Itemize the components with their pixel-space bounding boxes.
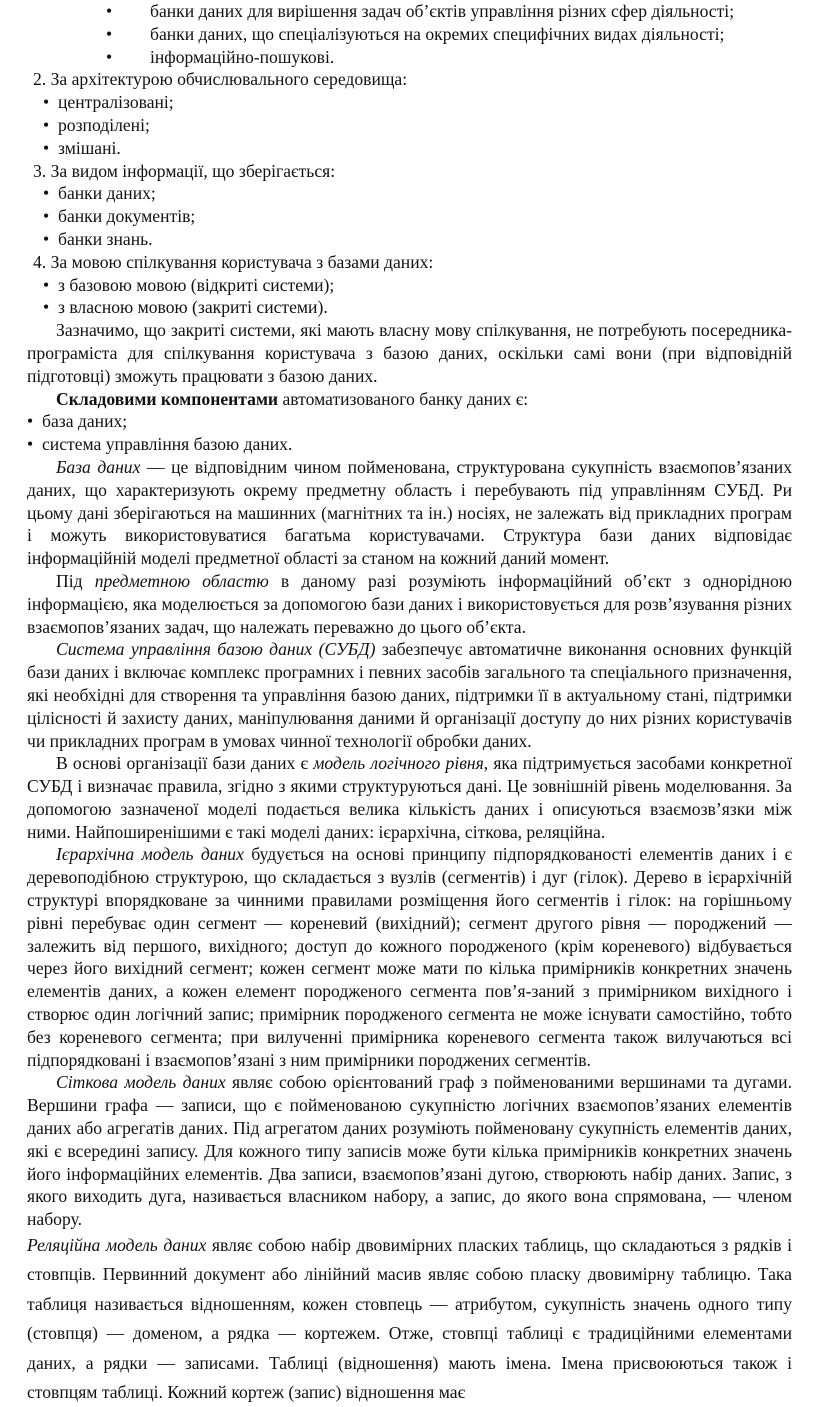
- italic-term: Сіткова модель даних: [56, 1072, 226, 1093]
- bold-term: Складовими компонентами: [56, 388, 279, 409]
- list-item: • банки даних для вирішення задач об’єктів управління різних сфер діяльності;: [106, 1, 735, 21]
- italic-term: предметною областю: [94, 570, 269, 591]
- paragraph-subject-area: Під предметною областю в даному разі розуміють інформаційний об’єкт з однорідною інформацією, яка моделюється за допомогою бази даних і використовується для розв’язування різних взаємопов’язаних задач, що належать переважно до цього об’єкта.: [27, 570, 792, 637]
- bullet-icon: •: [106, 23, 113, 44]
- bullet-icon: •: [43, 274, 50, 295]
- italic-term: модель логічного рівня: [313, 753, 484, 774]
- list-item: • з базовою мовою (відкриті системи);: [43, 274, 335, 295]
- list-item: • банки знань.: [43, 228, 153, 249]
- paragraph-database: База даних — це відповідним чином пойменована, структурована сукупність взаємопов’язаних даних, що характеризують окрему предметну область і перебувають під управлінням СУБД. Ри цьому дані зберігаються на машинних (магнітних та ін.) носіях, не залежать від прикладних програм і можуть використовуватися багатьма користувачами. Структура бази даних відповідає інформаційній моделі предметної області за станом на кожний даний момент.: [27, 456, 793, 569]
- bullet-icon: •: [27, 434, 34, 455]
- paragraph-logical-model: В основі організації бази даних є модель логічного рівня, яка підтримується засобами конкретної СУБД і визначає правила, згідно з якими структуруються дані. Це зовнішній рівень моделювання. За допомогою зазначеної моделі подається велика кількість даних і описуються взаємозв’язки між ними. Найпоширенішими є такі моделі даних: ієрархічна, сіткова, реляційна.: [27, 753, 793, 842]
- bullet-icon: •: [43, 297, 50, 318]
- paragraph-hierarchical-model: Ієрархічна модель даних будується на основі принципу підпорядкованості елементів даних і є деревоподібною структурою, що складається з вузлів (сегментів) і дуг (гілок). Дерево в ієрархічній структурі впорядковане за чинними правилами розміщення його сегментів і гілок: на горішньому рівні перебуває один сегмент — кореневий (вихідний); сегмент другого рівня — породжений — залежить від першого, вихідного; доступ до кожного породженого (крім кореневого) відбувається через його вихідний сегмент; кожен сегмент може мати по кілька примірників конкретних значень елементів даних, а кожен елемент породженого сегмента пов’я-заний з примірником вихідного і створює один логічний запис; примірник породженого сегмента не може існувати самостійно, тобто без кореневого сегмента; при вилученні примірника кореневого сегмента також вилучаються всі підпорядковані і взаємопов’язані з ним примірники породжених сегментів.: [27, 844, 792, 1070]
- list-item: • змішані.: [43, 137, 121, 158]
- italic-term: Реляційна модель даних: [27, 1235, 207, 1256]
- bullet-icon: •: [43, 206, 50, 227]
- bullet-icon: •: [43, 114, 50, 135]
- section-language: [27, 251, 792, 319]
- bullet-icon: •: [27, 411, 34, 432]
- list-item: • система управління базою даних.: [27, 434, 293, 455]
- bullet-icon: •: [43, 228, 50, 249]
- bullet-icon: •: [106, 1, 113, 21]
- list-item: • банки даних, що спеціалізуються на окремих специфічних видах діяльності;: [106, 23, 725, 44]
- top-list: [27, 0, 792, 68]
- section-heading: 4. За мовою спілкування користувача з базами даних:: [33, 251, 434, 272]
- list-item: • база даних;: [27, 411, 128, 432]
- paragraph-components: Складовими компонентами автоматизованого банку даних є:: [56, 388, 529, 409]
- list-item: • банки документів;: [43, 206, 196, 227]
- list-item: • з власною мовою (закриті системи).: [43, 297, 328, 318]
- bullet-icon: •: [43, 92, 50, 113]
- italic-term: Система управління базою даних (СУБД): [56, 639, 376, 660]
- list-item: • банки даних;: [43, 183, 156, 204]
- paragraph-network-model: Сіткова модель даних являє собою орієнтований граф з пойменованими вершинами та дугами. Вершини графа — записи, що є пойменованою сукупністю логічних взаємопов’язаних елементів даних або агрегатів даних. Під агрегатом даних розуміють пойменовану сукупність елементів даних, які є всередині запису. Для кожного типу записів може бути кілька примірників конкретних значень його інформаційних елементів. Два записи, взаємопов’язані дугою, створюють набір даних. Запис, з якого виходить дуга, називається власником набору, а запис, до якого вона спрямована, — членом набору.: [27, 1072, 792, 1230]
- italic-term: База даних: [56, 456, 141, 477]
- bullet-icon: •: [106, 46, 113, 67]
- bullet-icon: •: [43, 137, 50, 158]
- paragraph-relational-model: Реляційна модель даних являє собою набір двовимірних пласких таблиць, що складаються з рядків і стовпців. Первинний документ або лінійний масив являє собою пласку двовимірну таблицю. Така таблиця називається відношенням, кожен стовпець — атрибутом, сукупність значень одного типу (стовпця) — доменом, а рядка — кортежем. Отже, стовпці таблиці є традиційними елементами даних, а рядки — записами. Таблиці (відношення) мають імена. Імена присвоюються також і стовпцям таблиці. Кожний кортеж (запис) відношення має: [27, 1235, 793, 1403]
- bullet-icon: •: [43, 183, 50, 204]
- italic-term: Ієрархічна модель даних: [56, 844, 244, 865]
- section-info-type: [27, 160, 792, 251]
- list-item: • розподілені;: [43, 114, 150, 135]
- section-heading: 3. За видом інформації, що зберігається:: [33, 160, 336, 181]
- section-architecture: [27, 68, 792, 159]
- section-heading: 2. За архітектурою обчислювального середовища:: [33, 69, 408, 90]
- list-item: • інформаційно-пошукові.: [106, 46, 335, 67]
- paragraph-dbms: Система управління базою даних (СУБД) забезпечує автоматичне виконання основних функцій бази даних і включає комплекс програмних і певних засобів загального та спеціального призначення, які необхідні для створення та управління базою даних, підтримки її в актуальному стані, підтримки цілісності й захисту даних, маніпулювання даними й організації доступу до них різних користувачів чи прикладних програм в умовах чинної технології обробки даних.: [27, 639, 792, 751]
- list-item: • централізовані;: [43, 92, 174, 113]
- paragraph-closed-systems: Зазначимо, що закриті системи, які мають власну мову спілкування, не потребують посередника-програміста для спілкування користувача з базою даних, оскільки самі вони (при відповідній підготовці) зможуть працювати з базою даних.: [27, 320, 792, 386]
